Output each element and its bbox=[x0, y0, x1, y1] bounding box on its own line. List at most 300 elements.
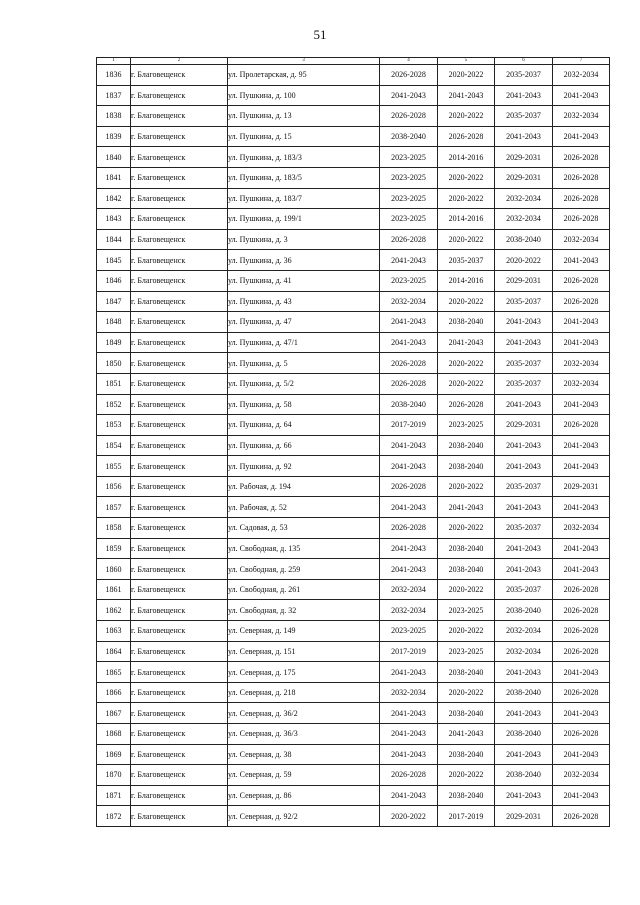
row-number-cell: 1862 bbox=[97, 600, 131, 621]
period-cell: 2020-2022 bbox=[438, 682, 495, 703]
period-cell: 2041-2043 bbox=[495, 394, 553, 415]
table-row bbox=[97, 518, 610, 539]
period-cell: 2038-2040 bbox=[495, 765, 553, 786]
period-cell: 2041-2043 bbox=[553, 538, 610, 559]
period-cell: 2026-2028 bbox=[553, 579, 610, 600]
period-cell: 2026-2028 bbox=[553, 621, 610, 642]
table-row bbox=[97, 85, 610, 106]
row-number-cell: 1864 bbox=[97, 641, 131, 662]
city-cell: г. Благовещенск bbox=[131, 85, 228, 106]
table-row bbox=[97, 621, 610, 642]
row-number-cell: 1865 bbox=[97, 662, 131, 683]
table-row bbox=[97, 765, 610, 786]
table-row bbox=[97, 435, 610, 456]
city-cell: г. Благовещенск bbox=[131, 291, 228, 312]
address-cell: ул. Северная, д. 151 bbox=[228, 641, 380, 662]
city-cell: г. Благовещенск bbox=[131, 167, 228, 188]
row-number-cell: 1856 bbox=[97, 476, 131, 497]
period-cell: 2041-2043 bbox=[495, 559, 553, 580]
period-cell: 2026-2028 bbox=[380, 106, 438, 127]
period-cell: 2023-2025 bbox=[380, 209, 438, 230]
period-cell: 2020-2022 bbox=[438, 229, 495, 250]
row-number-cell: 1857 bbox=[97, 497, 131, 518]
row-number-cell: 1867 bbox=[97, 703, 131, 724]
table-row bbox=[97, 250, 610, 271]
city-cell: г. Благовещенск bbox=[131, 703, 228, 724]
city-cell: г. Благовещенск bbox=[131, 65, 228, 86]
period-cell: 2041-2043 bbox=[553, 744, 610, 765]
period-cell: 2026-2028 bbox=[438, 126, 495, 147]
period-cell: 2035-2037 bbox=[438, 250, 495, 271]
city-cell: г. Благовещенск bbox=[131, 353, 228, 374]
table-row bbox=[97, 415, 610, 436]
period-cell: 2032-2034 bbox=[380, 682, 438, 703]
period-cell: 2041-2043 bbox=[553, 250, 610, 271]
row-number-cell: 1859 bbox=[97, 538, 131, 559]
row-number-cell: 1858 bbox=[97, 518, 131, 539]
city-cell: г. Благовещенск bbox=[131, 415, 228, 436]
city-cell: г. Благовещенск bbox=[131, 147, 228, 168]
period-cell: 2032-2034 bbox=[553, 373, 610, 394]
period-cell: 2032-2034 bbox=[495, 188, 553, 209]
period-cell: 2041-2043 bbox=[495, 497, 553, 518]
table-row bbox=[97, 65, 610, 86]
column-header: 4 bbox=[380, 58, 438, 65]
row-number-cell: 1870 bbox=[97, 765, 131, 786]
period-cell: 2032-2034 bbox=[553, 765, 610, 786]
period-cell: 2026-2028 bbox=[553, 415, 610, 436]
period-cell: 2038-2040 bbox=[438, 456, 495, 477]
period-cell: 2026-2028 bbox=[380, 65, 438, 86]
city-cell: г. Благовещенск bbox=[131, 744, 228, 765]
city-cell: г. Благовещенск bbox=[131, 229, 228, 250]
period-cell: 2041-2043 bbox=[553, 435, 610, 456]
period-cell: 2041-2043 bbox=[553, 312, 610, 333]
period-cell: 2038-2040 bbox=[438, 662, 495, 683]
address-cell: ул. Пушкина, д. 64 bbox=[228, 415, 380, 436]
address-cell: ул. Свободная, д. 261 bbox=[228, 579, 380, 600]
row-number-cell: 1861 bbox=[97, 579, 131, 600]
period-cell: 2020-2022 bbox=[438, 579, 495, 600]
period-cell: 2032-2034 bbox=[495, 621, 553, 642]
row-number-cell: 1838 bbox=[97, 106, 131, 127]
registry-table bbox=[96, 57, 610, 827]
address-cell: ул. Северная, д. 36/3 bbox=[228, 724, 380, 745]
period-cell: 2041-2043 bbox=[553, 703, 610, 724]
period-cell: 2032-2034 bbox=[553, 65, 610, 86]
period-cell: 2038-2040 bbox=[495, 229, 553, 250]
period-cell: 2041-2043 bbox=[495, 332, 553, 353]
period-cell: 2038-2040 bbox=[495, 600, 553, 621]
city-cell: г. Благовещенск bbox=[131, 394, 228, 415]
row-number-cell: 1850 bbox=[97, 353, 131, 374]
period-cell: 2041-2043 bbox=[553, 497, 610, 518]
period-cell: 2035-2037 bbox=[495, 373, 553, 394]
period-cell: 2017-2019 bbox=[380, 641, 438, 662]
row-number-cell: 1841 bbox=[97, 167, 131, 188]
period-cell: 2014-2016 bbox=[438, 270, 495, 291]
city-cell: г. Благовещенск bbox=[131, 209, 228, 230]
period-cell: 2032-2034 bbox=[553, 106, 610, 127]
period-cell: 2026-2028 bbox=[438, 394, 495, 415]
city-cell: г. Благовещенск bbox=[131, 497, 228, 518]
period-cell: 2035-2037 bbox=[495, 65, 553, 86]
period-cell: 2041-2043 bbox=[495, 456, 553, 477]
period-cell: 2029-2031 bbox=[495, 806, 553, 827]
city-cell: г. Благовещенск bbox=[131, 621, 228, 642]
column-header: 1 bbox=[97, 58, 131, 65]
period-cell: 2041-2043 bbox=[380, 703, 438, 724]
period-cell: 2041-2043 bbox=[380, 332, 438, 353]
address-cell: ул. Пушкина, д. 3 bbox=[228, 229, 380, 250]
period-cell: 2035-2037 bbox=[495, 579, 553, 600]
row-number-cell: 1843 bbox=[97, 209, 131, 230]
period-cell: 2020-2022 bbox=[380, 806, 438, 827]
table-row bbox=[97, 662, 610, 683]
period-cell: 2032-2034 bbox=[553, 353, 610, 374]
period-cell: 2038-2040 bbox=[438, 703, 495, 724]
address-cell: ул. Садовая, д. 53 bbox=[228, 518, 380, 539]
period-cell: 2041-2043 bbox=[380, 662, 438, 683]
period-cell: 2020-2022 bbox=[438, 765, 495, 786]
period-cell: 2038-2040 bbox=[438, 559, 495, 580]
period-cell: 2035-2037 bbox=[495, 476, 553, 497]
period-cell: 2020-2022 bbox=[438, 476, 495, 497]
city-cell: г. Благовещенск bbox=[131, 373, 228, 394]
period-cell: 2032-2034 bbox=[553, 229, 610, 250]
city-cell: г. Благовещенск bbox=[131, 538, 228, 559]
period-cell: 2026-2028 bbox=[553, 167, 610, 188]
city-cell: г. Благовещенск bbox=[131, 476, 228, 497]
period-cell: 2041-2043 bbox=[553, 332, 610, 353]
table-row bbox=[97, 373, 610, 394]
table-row bbox=[97, 682, 610, 703]
period-cell: 2020-2022 bbox=[438, 291, 495, 312]
period-cell: 2026-2028 bbox=[380, 765, 438, 786]
table-row bbox=[97, 724, 610, 745]
period-cell: 2041-2043 bbox=[438, 497, 495, 518]
address-cell: ул. Пушкина, д. 183/7 bbox=[228, 188, 380, 209]
city-cell: г. Благовещенск bbox=[131, 806, 228, 827]
period-cell: 2032-2034 bbox=[553, 518, 610, 539]
row-number-cell: 1854 bbox=[97, 435, 131, 456]
address-cell: ул. Пролетарская, д. 95 bbox=[228, 65, 380, 86]
period-cell: 2020-2022 bbox=[438, 188, 495, 209]
table-row bbox=[97, 312, 610, 333]
period-cell: 2035-2037 bbox=[495, 353, 553, 374]
city-cell: г. Благовещенск bbox=[131, 724, 228, 745]
period-cell: 2032-2034 bbox=[380, 600, 438, 621]
period-cell: 2023-2025 bbox=[380, 621, 438, 642]
address-cell: ул. Пушкина, д. 58 bbox=[228, 394, 380, 415]
row-number-cell: 1849 bbox=[97, 332, 131, 353]
row-number-cell: 1840 bbox=[97, 147, 131, 168]
period-cell: 2038-2040 bbox=[495, 682, 553, 703]
city-cell: г. Благовещенск bbox=[131, 270, 228, 291]
table-row bbox=[97, 332, 610, 353]
period-cell: 2023-2025 bbox=[380, 147, 438, 168]
column-header: 3 bbox=[228, 58, 380, 65]
table-row bbox=[97, 394, 610, 415]
period-cell: 2041-2043 bbox=[380, 85, 438, 106]
period-cell: 2020-2022 bbox=[438, 621, 495, 642]
row-number-cell: 1846 bbox=[97, 270, 131, 291]
address-cell: ул. Пушкина, д. 92 bbox=[228, 456, 380, 477]
period-cell: 2026-2028 bbox=[553, 147, 610, 168]
table-row bbox=[97, 744, 610, 765]
period-cell: 2023-2025 bbox=[438, 415, 495, 436]
city-cell: г. Благовещенск bbox=[131, 765, 228, 786]
column-header: 6 bbox=[495, 58, 553, 65]
table-row bbox=[97, 703, 610, 724]
period-cell: 2041-2043 bbox=[380, 250, 438, 271]
city-cell: г. Благовещенск bbox=[131, 332, 228, 353]
column-header: 7 bbox=[553, 58, 610, 65]
period-cell: 2041-2043 bbox=[380, 538, 438, 559]
period-cell: 2029-2031 bbox=[495, 147, 553, 168]
period-cell: 2041-2043 bbox=[553, 126, 610, 147]
row-number-cell: 1869 bbox=[97, 744, 131, 765]
row-number-cell: 1855 bbox=[97, 456, 131, 477]
address-cell: ул. Северная, д. 218 bbox=[228, 682, 380, 703]
address-cell: ул. Северная, д. 38 bbox=[228, 744, 380, 765]
period-cell: 2032-2034 bbox=[495, 641, 553, 662]
period-cell: 2026-2028 bbox=[553, 291, 610, 312]
address-cell: ул. Пушкина, д. 100 bbox=[228, 85, 380, 106]
address-cell: ул. Пушкина, д. 47/1 bbox=[228, 332, 380, 353]
period-cell: 2020-2022 bbox=[438, 65, 495, 86]
address-cell: ул. Пушкина, д. 43 bbox=[228, 291, 380, 312]
period-cell: 2020-2022 bbox=[438, 353, 495, 374]
period-cell: 2023-2025 bbox=[380, 188, 438, 209]
table-row bbox=[97, 600, 610, 621]
period-cell: 2038-2040 bbox=[495, 724, 553, 745]
address-cell: ул. Пушкина, д. 183/5 bbox=[228, 167, 380, 188]
table-row bbox=[97, 106, 610, 127]
period-cell: 2026-2028 bbox=[553, 682, 610, 703]
table-row bbox=[97, 559, 610, 580]
table-row bbox=[97, 167, 610, 188]
period-cell: 2041-2043 bbox=[380, 435, 438, 456]
period-cell: 2023-2025 bbox=[438, 641, 495, 662]
period-cell: 2026-2028 bbox=[553, 270, 610, 291]
address-cell: ул. Рабочая, д. 194 bbox=[228, 476, 380, 497]
period-cell: 2041-2043 bbox=[495, 744, 553, 765]
period-cell: 2041-2043 bbox=[553, 456, 610, 477]
period-cell: 2035-2037 bbox=[495, 518, 553, 539]
address-cell: ул. Пушкина, д. 66 bbox=[228, 435, 380, 456]
period-cell: 2041-2043 bbox=[438, 85, 495, 106]
table-row bbox=[97, 538, 610, 559]
city-cell: г. Благовещенск bbox=[131, 559, 228, 580]
period-cell: 2041-2043 bbox=[553, 394, 610, 415]
row-number-cell: 1872 bbox=[97, 806, 131, 827]
period-cell: 2026-2028 bbox=[553, 724, 610, 745]
period-cell: 2035-2037 bbox=[495, 291, 553, 312]
period-cell: 2041-2043 bbox=[495, 85, 553, 106]
period-cell: 2026-2028 bbox=[380, 229, 438, 250]
table-row bbox=[97, 229, 610, 250]
city-cell: г. Благовещенск bbox=[131, 435, 228, 456]
period-cell: 2020-2022 bbox=[438, 373, 495, 394]
address-cell: ул. Северная, д. 149 bbox=[228, 621, 380, 642]
period-cell: 2038-2040 bbox=[380, 126, 438, 147]
period-cell: 2023-2025 bbox=[380, 270, 438, 291]
address-cell: ул. Северная, д. 36/2 bbox=[228, 703, 380, 724]
row-number-cell: 1868 bbox=[97, 724, 131, 745]
city-cell: г. Благовещенск bbox=[131, 518, 228, 539]
row-number-cell: 1853 bbox=[97, 415, 131, 436]
period-cell: 2014-2016 bbox=[438, 209, 495, 230]
row-number-cell: 1851 bbox=[97, 373, 131, 394]
address-cell: ул. Пушкина, д. 13 bbox=[228, 106, 380, 127]
table-row bbox=[97, 641, 610, 662]
period-cell: 2032-2034 bbox=[380, 291, 438, 312]
period-cell: 2026-2028 bbox=[380, 353, 438, 374]
period-cell: 2026-2028 bbox=[553, 600, 610, 621]
period-cell: 2041-2043 bbox=[380, 497, 438, 518]
address-cell: ул. Свободная, д. 32 bbox=[228, 600, 380, 621]
city-cell: г. Благовещенск bbox=[131, 785, 228, 806]
period-cell: 2041-2043 bbox=[495, 126, 553, 147]
address-cell: ул. Свободная, д. 259 bbox=[228, 559, 380, 580]
table-row bbox=[97, 456, 610, 477]
period-cell: 2041-2043 bbox=[495, 703, 553, 724]
period-cell: 2041-2043 bbox=[553, 85, 610, 106]
address-cell: ул. Пушкина, д. 15 bbox=[228, 126, 380, 147]
city-cell: г. Благовещенск bbox=[131, 188, 228, 209]
period-cell: 2017-2019 bbox=[438, 806, 495, 827]
period-cell: 2038-2040 bbox=[438, 435, 495, 456]
period-cell: 2038-2040 bbox=[438, 312, 495, 333]
row-number-cell: 1860 bbox=[97, 559, 131, 580]
table-row bbox=[97, 579, 610, 600]
address-cell: ул. Северная, д. 175 bbox=[228, 662, 380, 683]
period-cell: 2026-2028 bbox=[380, 476, 438, 497]
period-cell: 2038-2040 bbox=[438, 785, 495, 806]
period-cell: 2035-2037 bbox=[495, 106, 553, 127]
row-number-cell: 1839 bbox=[97, 126, 131, 147]
row-number-cell: 1845 bbox=[97, 250, 131, 271]
table-row bbox=[97, 497, 610, 518]
table-header bbox=[97, 58, 610, 65]
period-cell: 2026-2028 bbox=[553, 641, 610, 662]
period-cell: 2041-2043 bbox=[438, 332, 495, 353]
table-row bbox=[97, 188, 610, 209]
table-row bbox=[97, 785, 610, 806]
row-number-cell: 1871 bbox=[97, 785, 131, 806]
period-cell: 2041-2043 bbox=[380, 744, 438, 765]
period-cell: 2020-2022 bbox=[438, 106, 495, 127]
period-cell: 2041-2043 bbox=[553, 785, 610, 806]
table-row bbox=[97, 291, 610, 312]
period-cell: 2041-2043 bbox=[495, 785, 553, 806]
address-cell: ул. Пушкина, д. 41 bbox=[228, 270, 380, 291]
period-cell: 2038-2040 bbox=[380, 394, 438, 415]
period-cell: 2038-2040 bbox=[438, 744, 495, 765]
table-row bbox=[97, 147, 610, 168]
address-cell: ул. Пушкина, д. 36 bbox=[228, 250, 380, 271]
address-cell: ул. Пушкина, д. 199/1 bbox=[228, 209, 380, 230]
period-cell: 2029-2031 bbox=[553, 476, 610, 497]
period-cell: 2026-2028 bbox=[553, 209, 610, 230]
page-number: 51 bbox=[313, 27, 327, 42]
period-cell: 2029-2031 bbox=[495, 415, 553, 436]
row-number-cell: 1866 bbox=[97, 682, 131, 703]
period-cell: 2041-2043 bbox=[495, 435, 553, 456]
period-cell: 2020-2022 bbox=[495, 250, 553, 271]
period-cell: 2020-2022 bbox=[438, 518, 495, 539]
city-cell: г. Благовещенск bbox=[131, 662, 228, 683]
period-cell: 2023-2025 bbox=[438, 600, 495, 621]
period-cell: 2023-2025 bbox=[380, 167, 438, 188]
period-cell: 2041-2043 bbox=[380, 724, 438, 745]
period-cell: 2026-2028 bbox=[553, 806, 610, 827]
address-cell: ул. Северная, д. 59 bbox=[228, 765, 380, 786]
period-cell: 2041-2043 bbox=[553, 559, 610, 580]
city-cell: г. Благовещенск bbox=[131, 682, 228, 703]
header-row bbox=[97, 58, 610, 65]
table-row bbox=[97, 126, 610, 147]
city-cell: г. Благовещенск bbox=[131, 456, 228, 477]
row-number-cell: 1837 bbox=[97, 85, 131, 106]
row-number-cell: 1863 bbox=[97, 621, 131, 642]
period-cell: 2038-2040 bbox=[438, 538, 495, 559]
row-number-cell: 1852 bbox=[97, 394, 131, 415]
city-cell: г. Благовещенск bbox=[131, 106, 228, 127]
period-cell: 2026-2028 bbox=[380, 518, 438, 539]
period-cell: 2041-2043 bbox=[438, 724, 495, 745]
table-row bbox=[97, 476, 610, 497]
period-cell: 2041-2043 bbox=[553, 662, 610, 683]
period-cell: 2041-2043 bbox=[380, 312, 438, 333]
address-cell: ул. Пушкина, д. 183/3 bbox=[228, 147, 380, 168]
period-cell: 2032-2034 bbox=[495, 209, 553, 230]
period-cell: 2026-2028 bbox=[553, 188, 610, 209]
city-cell: г. Благовещенск bbox=[131, 641, 228, 662]
period-cell: 2026-2028 bbox=[380, 373, 438, 394]
row-number-cell: 1842 bbox=[97, 188, 131, 209]
period-cell: 2014-2016 bbox=[438, 147, 495, 168]
row-number-cell: 1847 bbox=[97, 291, 131, 312]
address-cell: ул. Свободная, д. 135 bbox=[228, 538, 380, 559]
address-cell: ул. Пушкина, д. 5 bbox=[228, 353, 380, 374]
table-row bbox=[97, 209, 610, 230]
period-cell: 2041-2043 bbox=[380, 559, 438, 580]
period-cell: 2041-2043 bbox=[495, 312, 553, 333]
city-cell: г. Благовещенск bbox=[131, 250, 228, 271]
city-cell: г. Благовещенск bbox=[131, 126, 228, 147]
city-cell: г. Благовещенск bbox=[131, 312, 228, 333]
address-cell: ул. Пушкина, д. 5/2 bbox=[228, 373, 380, 394]
table-row bbox=[97, 353, 610, 374]
period-cell: 2041-2043 bbox=[495, 662, 553, 683]
city-cell: г. Благовещенск bbox=[131, 579, 228, 600]
period-cell: 2029-2031 bbox=[495, 167, 553, 188]
period-cell: 2041-2043 bbox=[380, 785, 438, 806]
period-cell: 2020-2022 bbox=[438, 167, 495, 188]
period-cell: 2032-2034 bbox=[380, 579, 438, 600]
table-row bbox=[97, 270, 610, 291]
period-cell: 2041-2043 bbox=[380, 456, 438, 477]
address-cell: ул. Северная, д. 86 bbox=[228, 785, 380, 806]
address-cell: ул. Северная, д. 92/2 bbox=[228, 806, 380, 827]
period-cell: 2041-2043 bbox=[495, 538, 553, 559]
column-header: 2 bbox=[131, 58, 228, 65]
table-row bbox=[97, 806, 610, 827]
city-cell: г. Благовещенск bbox=[131, 600, 228, 621]
period-cell: 2017-2019 bbox=[380, 415, 438, 436]
